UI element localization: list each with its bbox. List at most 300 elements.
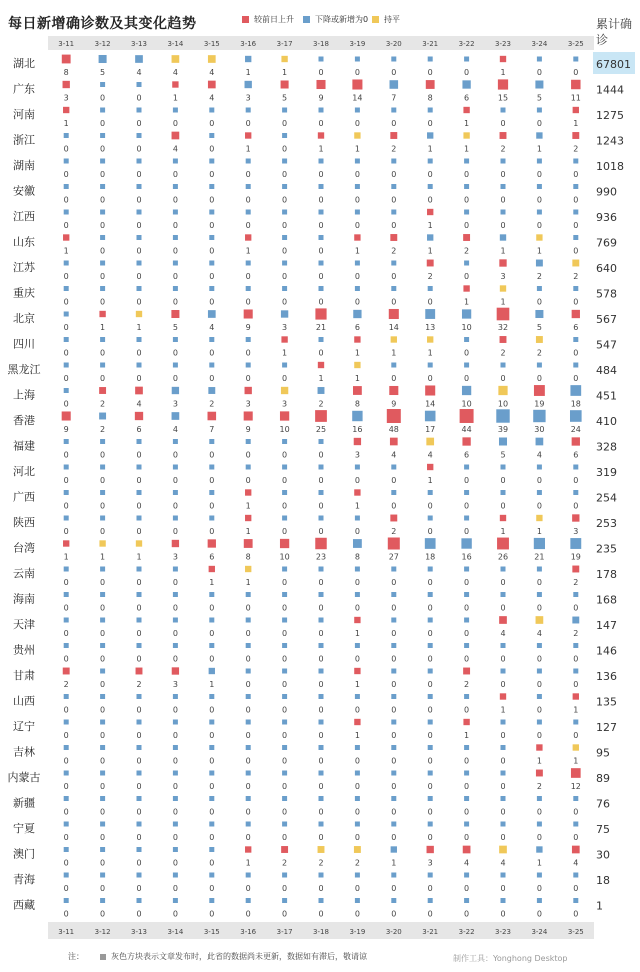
- province-label: 广西: [13, 490, 35, 504]
- heat-cell: [137, 745, 142, 750]
- heat-cell: [537, 796, 542, 801]
- total-value: 253: [596, 517, 617, 530]
- cell-value-label: 0: [209, 272, 215, 281]
- cell-value-label: 10: [279, 552, 290, 562]
- heat-cell: [391, 363, 396, 368]
- cell-value-label: 0: [245, 654, 251, 664]
- heat-cell: [244, 539, 253, 548]
- heat-cell: [391, 210, 396, 215]
- heat-cell: [137, 286, 142, 291]
- heat-cell: [100, 82, 105, 87]
- heat-cell: [391, 694, 396, 699]
- cell-value-label: 4: [172, 144, 178, 154]
- cell-value-label: 0: [136, 603, 142, 613]
- cell-value-label: 2: [209, 399, 215, 409]
- heat-cell: [536, 438, 544, 446]
- cell-value-label: 0: [209, 833, 215, 842]
- heat-cell: [100, 159, 105, 164]
- cell-value-label: 0: [536, 578, 542, 587]
- heat-cell: [355, 567, 360, 572]
- cell-value-label: 0: [536, 221, 542, 230]
- cell-value-label: 4: [172, 68, 178, 77]
- heat-cell: [209, 337, 214, 342]
- heat-cell: [537, 720, 542, 725]
- cell-value-label: 0: [500, 221, 506, 230]
- cell-value-label: 4: [209, 323, 215, 332]
- heat-cell: [246, 745, 251, 750]
- cell-value-label: 0: [100, 144, 106, 154]
- heat-cell: [172, 81, 178, 87]
- cell-value-label: 0: [500, 476, 506, 485]
- cell-value-label: 0: [500, 756, 506, 766]
- heat-cell: [100, 465, 105, 470]
- heat-cell: [282, 643, 287, 648]
- cell-value-label: 0: [136, 858, 142, 868]
- cell-value-label: 1: [282, 68, 288, 77]
- legend-label-up: 较前日上升: [254, 15, 294, 24]
- cell-value-label: 0: [391, 884, 397, 893]
- heat-cell: [464, 745, 469, 750]
- cell-value-label: 0: [427, 680, 433, 689]
- cell-value-label: 2: [354, 858, 360, 868]
- heat-cell: [282, 592, 287, 597]
- footnote: [68, 951, 367, 962]
- cell-value-label: 0: [245, 629, 251, 638]
- date-tick-top: 3-15: [203, 40, 220, 48]
- cell-value-label: 1: [354, 144, 360, 154]
- cell-value-label: 0: [354, 221, 360, 230]
- heat-cell: [245, 132, 251, 138]
- heat-cell: [537, 490, 542, 495]
- cell-value-label: 0: [318, 884, 324, 893]
- heat-cell: [173, 363, 178, 368]
- cell-value-label: 0: [245, 221, 251, 230]
- cell-value-label: 0: [354, 756, 360, 766]
- cell-value-label: 0: [536, 374, 542, 383]
- cell-value-label: 0: [172, 909, 178, 919]
- cell-value-label: 1: [245, 144, 251, 154]
- cell-value-label: 4: [500, 629, 506, 638]
- heat-cell: [100, 873, 105, 878]
- cell-value-label: 19: [534, 399, 545, 409]
- cell-value-label: 8: [245, 552, 251, 562]
- heat-cell: [355, 745, 360, 750]
- cell-value-label: 0: [172, 782, 178, 791]
- cell-value-label: 0: [536, 680, 542, 689]
- total-value: 328: [596, 440, 617, 454]
- heat-cell: [62, 55, 71, 64]
- heat-cell: [209, 898, 214, 903]
- cell-value-label: 1: [172, 93, 178, 103]
- cell-value-label: 1: [245, 246, 251, 256]
- heat-cell: [390, 234, 397, 241]
- cell-value-label: 0: [63, 374, 69, 383]
- heat-cell: [318, 846, 325, 853]
- heat-cell: [572, 566, 579, 573]
- cell-value-label: 0: [100, 731, 106, 740]
- heat-cell: [99, 387, 106, 394]
- heat-cell: [209, 618, 214, 623]
- heat-cell: [536, 336, 543, 343]
- heat-cell: [100, 592, 105, 597]
- heat-cell: [533, 410, 545, 422]
- cell-value-label: 0: [318, 501, 324, 511]
- cell-value-label: 0: [136, 297, 142, 307]
- cell-value-label: 0: [172, 756, 178, 766]
- heat-cell: [570, 538, 581, 549]
- heat-cell: [246, 210, 251, 215]
- heat-cell: [573, 337, 578, 342]
- cell-value-label: 1: [536, 527, 542, 536]
- heat-cell: [246, 694, 251, 699]
- heat-cell: [353, 310, 361, 318]
- cell-value-label: 1: [282, 348, 288, 358]
- heat-cell: [319, 592, 324, 597]
- heat-cell: [282, 618, 287, 623]
- cell-value-label: 1: [427, 476, 433, 485]
- cell-value-label: 0: [209, 527, 215, 536]
- heat-cell: [500, 285, 506, 291]
- cell-value-label: 0: [573, 909, 579, 919]
- heat-cell: [209, 592, 214, 597]
- heat-cell: [428, 286, 433, 291]
- total-value: 30: [596, 848, 610, 862]
- total-value: 319: [596, 466, 617, 479]
- cell-value-label: 2: [282, 858, 288, 868]
- heat-cell: [64, 745, 69, 750]
- heat-cell: [282, 159, 287, 164]
- heat-cell: [354, 336, 360, 342]
- cell-value-label: 0: [100, 348, 106, 358]
- heat-cell: [391, 465, 396, 470]
- cell-value-label: 0: [209, 731, 215, 740]
- total-value: 135: [596, 695, 617, 709]
- cell-value-label: 0: [209, 221, 215, 230]
- heat-cell: [99, 413, 106, 420]
- heat-cell: [209, 159, 214, 164]
- cell-value-label: 1: [573, 119, 579, 128]
- cell-value-label: 2: [500, 348, 506, 358]
- heat-cell: [280, 539, 289, 548]
- heat-cell: [355, 286, 360, 291]
- cell-value-label: 1: [427, 221, 433, 230]
- cell-value-label: 0: [136, 348, 142, 358]
- province-label: 湖北: [13, 57, 35, 70]
- cell-value-label: 0: [318, 833, 324, 842]
- heat-cell: [573, 159, 578, 164]
- cell-value-label: 0: [136, 629, 142, 638]
- heat-cell: [463, 719, 469, 725]
- heat-cell: [64, 873, 69, 878]
- heat-cell: [173, 720, 178, 725]
- cell-value-label: 1: [209, 578, 215, 587]
- total-value: 1444: [596, 83, 624, 97]
- heat-cell: [209, 235, 214, 240]
- cell-value-label: 0: [318, 782, 324, 791]
- heat-cell: [64, 286, 69, 291]
- heat-cell: [572, 846, 580, 854]
- cell-value-label: 0: [318, 756, 324, 766]
- cell-value-label: 5: [172, 323, 178, 332]
- cell-value-label: 0: [63, 144, 69, 154]
- heat-cell: [464, 873, 469, 878]
- cell-value-label: 0: [63, 501, 69, 511]
- cell-value-label: 0: [536, 909, 542, 919]
- heat-cell: [463, 132, 469, 138]
- cell-value-label: 0: [500, 680, 506, 689]
- heat-cell: [137, 516, 142, 521]
- cell-value-label: 0: [464, 476, 470, 485]
- cell-value-label: 1: [100, 552, 106, 562]
- heat-cell: [499, 616, 507, 624]
- cell-value-label: 0: [536, 833, 542, 842]
- heat-cell: [100, 363, 105, 368]
- cell-value-label: 1: [391, 348, 397, 358]
- total-value: 567: [596, 313, 617, 326]
- heat-cell: [137, 822, 142, 827]
- heat-cell: [282, 465, 287, 470]
- heat-cell: [173, 898, 178, 903]
- date-tick-bottom: 3-25: [567, 928, 584, 936]
- heat-cell: [137, 643, 142, 648]
- heat-cell: [460, 409, 474, 423]
- cell-value-label: 9: [318, 93, 324, 103]
- cell-value-label: 0: [63, 782, 69, 791]
- heat-cell: [537, 898, 542, 903]
- heat-cell: [536, 515, 542, 521]
- cell-value-label: 0: [245, 119, 251, 128]
- heat-cell: [501, 898, 506, 903]
- cell-value-label: 0: [282, 782, 288, 791]
- cell-value-label: 0: [63, 272, 69, 281]
- cell-value-label: 0: [209, 756, 215, 766]
- cell-value-label: 0: [464, 833, 470, 842]
- cell-value-label: 0: [536, 807, 542, 817]
- cell-value-label: 0: [63, 527, 69, 536]
- heat-cell: [536, 260, 543, 267]
- cell-value-label: 0: [391, 680, 397, 689]
- heat-cell: [500, 693, 506, 699]
- cell-value-label: 2: [464, 246, 470, 256]
- cell-value-label: 0: [136, 221, 142, 230]
- cell-value-label: 8: [63, 68, 69, 77]
- cell-value-label: 0: [245, 297, 251, 307]
- cell-value-label: 0: [63, 731, 69, 740]
- cell-value-label: 2: [318, 858, 324, 868]
- heat-cell: [245, 56, 251, 62]
- cell-value-label: 0: [391, 272, 397, 281]
- cell-value-label: 2: [536, 348, 542, 358]
- cell-value-label: 0: [427, 654, 433, 664]
- cell-value-label: 2: [573, 144, 579, 154]
- heat-cell: [537, 669, 542, 674]
- heat-cell: [100, 822, 105, 827]
- heat-cell: [391, 286, 396, 291]
- cell-value-label: 0: [63, 629, 69, 638]
- heat-cell: [501, 873, 506, 878]
- heat-cell: [355, 210, 360, 215]
- heat-cell: [391, 57, 396, 62]
- cell-value-label: 0: [318, 705, 324, 715]
- cell-value-label: 0: [464, 807, 470, 817]
- heat-cell: [173, 745, 178, 750]
- heat-cell: [173, 159, 178, 164]
- heat-cell: [318, 387, 325, 394]
- cell-value-label: 0: [500, 374, 506, 383]
- heat-cell: [62, 411, 71, 420]
- heat-cell: [173, 490, 178, 495]
- heat-cell: [282, 669, 287, 674]
- cell-value-label: 0: [427, 119, 433, 128]
- heat-cell: [464, 261, 469, 266]
- heat-cell: [501, 465, 506, 470]
- cell-value-label: 0: [63, 807, 69, 817]
- cell-value-label: 0: [172, 527, 178, 536]
- heat-cell: [209, 465, 214, 470]
- heat-cell: [137, 184, 142, 189]
- total-value: 76: [596, 797, 610, 811]
- cell-value-label: 0: [282, 807, 288, 817]
- date-tick-bottom: 3-19: [349, 928, 366, 936]
- heat-cell: [100, 898, 105, 903]
- date-tick-top: 3-20: [385, 40, 402, 48]
- heat-cell: [282, 720, 287, 725]
- cell-value-label: 0: [282, 170, 288, 179]
- heat-cell: [137, 898, 142, 903]
- cell-value-label: 0: [282, 221, 288, 230]
- cell-value-label: 23: [315, 552, 327, 562]
- cell-value-label: 0: [245, 833, 251, 842]
- cell-value-label: 0: [500, 654, 506, 664]
- heat-cell: [319, 465, 324, 470]
- heat-cell: [573, 210, 578, 215]
- cell-value-label: 0: [464, 629, 470, 638]
- cell-value-label: 0: [500, 909, 506, 919]
- heat-cell: [100, 796, 105, 801]
- heat-cell: [572, 514, 579, 521]
- cell-value-label: 3: [245, 93, 251, 103]
- cell-value-label: 0: [391, 909, 397, 919]
- cell-value-label: 0: [63, 833, 69, 842]
- heat-cell: [499, 846, 507, 854]
- heat-cell: [173, 873, 178, 878]
- cell-value-label: 0: [100, 654, 106, 664]
- heat-cell: [428, 898, 433, 903]
- heat-cell: [573, 57, 578, 62]
- province-label: 吉林: [13, 745, 35, 759]
- heat-cell: [464, 363, 469, 368]
- cell-value-label: 0: [536, 705, 542, 715]
- heat-cell: [281, 387, 288, 394]
- heat-cell: [173, 771, 178, 776]
- province-label: 黑龙江: [7, 363, 41, 376]
- heat-cell: [388, 537, 400, 549]
- heat-cell: [172, 387, 179, 394]
- heat-cell: [246, 898, 251, 903]
- heat-cell: [137, 235, 142, 240]
- heat-cell: [428, 771, 433, 776]
- province-label: 海南: [13, 592, 35, 606]
- cell-value-label: 0: [354, 195, 360, 205]
- cell-value-label: 0: [100, 450, 106, 460]
- cell-value-label: 0: [209, 348, 215, 358]
- cell-value-label: 0: [282, 119, 288, 128]
- heat-cell: [426, 438, 434, 446]
- cell-value-label: 0: [391, 221, 397, 230]
- heat-cell: [355, 694, 360, 699]
- heat-cell: [100, 439, 105, 444]
- heat-cell: [391, 108, 396, 113]
- cell-value-label: 0: [209, 246, 215, 256]
- heat-cell: [391, 873, 396, 878]
- cell-value-label: 0: [500, 119, 506, 128]
- heat-cell: [173, 592, 178, 597]
- cell-value-label: 1: [136, 552, 142, 562]
- heat-cell: [462, 309, 471, 318]
- heat-cell: [354, 617, 360, 623]
- cell-value-label: 0: [245, 348, 251, 358]
- cell-value-label: 0: [172, 297, 178, 307]
- heat-cell: [245, 846, 251, 852]
- cell-value-label: 18: [570, 399, 581, 409]
- heat-cell: [209, 184, 214, 189]
- heat-cell: [63, 81, 70, 88]
- cell-value-label: 0: [209, 909, 215, 919]
- heat-cell: [64, 516, 69, 521]
- heat-cell: [425, 538, 436, 549]
- cell-value-label: 5: [500, 450, 506, 460]
- heat-cell: [319, 694, 324, 699]
- cell-value-label: 0: [536, 68, 542, 77]
- heat-cell: [498, 386, 507, 395]
- heat-cell: [354, 489, 360, 495]
- heat-cell: [464, 210, 469, 215]
- cell-value-label: 14: [425, 399, 436, 409]
- total-value: 1275: [596, 109, 624, 122]
- heat-cell: [173, 210, 178, 215]
- total-value: 1243: [596, 134, 624, 148]
- heat-cell: [573, 720, 578, 725]
- cell-value-label: 21: [315, 323, 327, 332]
- heat-cell: [535, 310, 543, 318]
- cell-value-label: 0: [318, 578, 324, 587]
- cell-value-label: 0: [427, 833, 433, 842]
- cell-value-label: 0: [391, 654, 397, 664]
- cell-value-label: 0: [100, 272, 106, 281]
- cell-value-label: 0: [172, 348, 178, 358]
- province-label: 山西: [13, 694, 35, 708]
- heat-cell: [464, 796, 469, 801]
- total-value: 89: [596, 772, 610, 785]
- heat-cell: [573, 235, 578, 240]
- heat-cell: [209, 694, 214, 699]
- date-tick-top: 3-21: [422, 40, 439, 48]
- cell-value-label: 1: [245, 68, 251, 77]
- cell-value-label: 0: [318, 170, 324, 179]
- cell-value-label: 2: [318, 399, 324, 409]
- heat-cell: [391, 336, 397, 342]
- heat-cell: [64, 159, 69, 164]
- cell-value-label: 0: [573, 731, 579, 740]
- heat-cell: [246, 592, 251, 597]
- cell-value-label: 0: [100, 884, 106, 893]
- province-label: 广东: [13, 82, 35, 96]
- heat-cell: [535, 80, 543, 88]
- cell-value-label: 0: [464, 374, 470, 383]
- cell-value-label: 18: [425, 552, 436, 562]
- cell-value-label: 0: [536, 654, 542, 664]
- heat-cell: [464, 516, 469, 521]
